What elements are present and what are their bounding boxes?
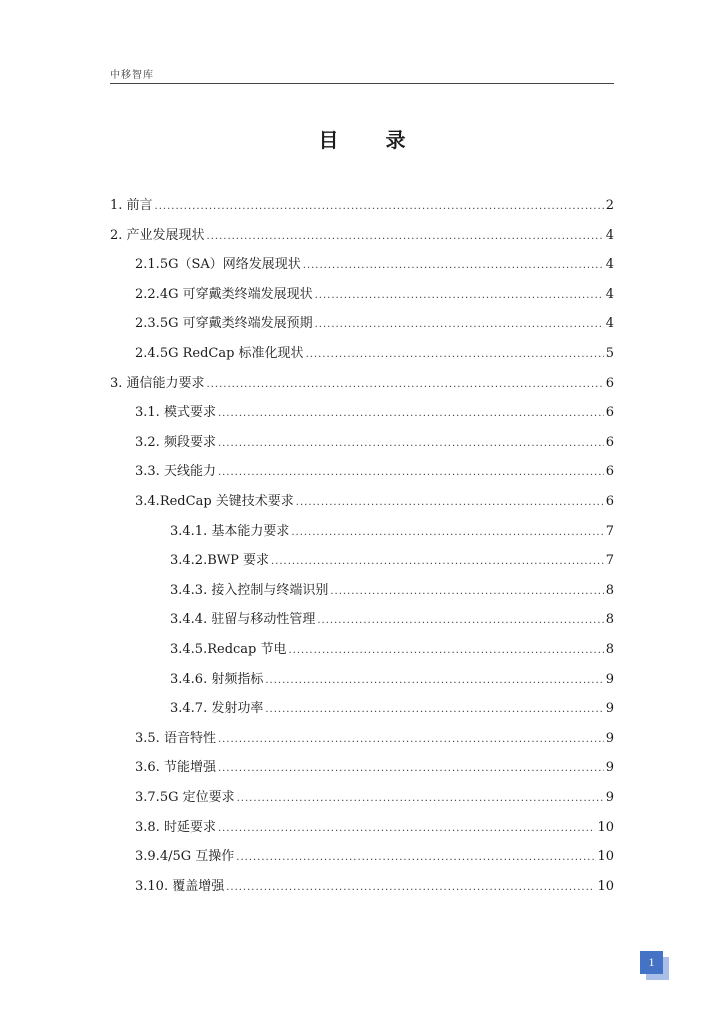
toc-entry-number: 3.4.4. bbox=[170, 612, 208, 627]
toc-entry[interactable] bbox=[170, 695, 614, 723]
toc-entry[interactable] bbox=[110, 370, 614, 398]
toc-leader-dots bbox=[296, 489, 604, 517]
toc-leader-dots bbox=[207, 223, 604, 251]
toc-entry-number: 3.10. bbox=[135, 879, 169, 894]
toc-leader-dots bbox=[218, 459, 604, 487]
toc-entry-number: 2.3. bbox=[135, 316, 160, 331]
toc-leader-dots bbox=[218, 726, 604, 754]
toc-entry-page: 7 bbox=[605, 524, 614, 539]
toc-entry[interactable] bbox=[135, 310, 614, 338]
toc-leader-dots bbox=[236, 844, 595, 872]
toc-entry[interactable] bbox=[170, 518, 614, 546]
toc-entry-number: 3.4.1. bbox=[170, 524, 208, 539]
toc-entry-page: 6 bbox=[605, 376, 614, 391]
toc-entry-label: 5G RedCap 标准化现状 bbox=[159, 346, 304, 361]
toc-leader-dots bbox=[315, 311, 604, 339]
toc-entry-label: 基本能力要求 bbox=[207, 524, 290, 539]
toc-entry-page: 4 bbox=[605, 287, 614, 302]
toc-entry-page: 4 bbox=[605, 257, 614, 272]
toc-entry-page: 9 bbox=[605, 672, 614, 687]
toc-entry-number: 3.2. bbox=[135, 435, 160, 450]
toc-entry-number: 3.4.5. bbox=[170, 642, 208, 657]
toc-entry-number: 3.4.7. bbox=[170, 701, 208, 716]
toc-entry-label: 模式要求 bbox=[159, 405, 216, 420]
toc-entry-label: 5G（SA）网络发展现状 bbox=[159, 257, 301, 272]
header-divider bbox=[110, 83, 614, 84]
toc-entry-number: 2.4. bbox=[135, 346, 160, 361]
toc-entry[interactable] bbox=[110, 192, 614, 220]
toc-entry-number: 3.4.6. bbox=[170, 672, 208, 687]
toc-leader-dots bbox=[315, 282, 604, 310]
toc-entry-label: 天线能力 bbox=[159, 464, 216, 479]
toc-entry-page: 8 bbox=[605, 642, 614, 657]
toc-entry-number: 3.7. bbox=[135, 790, 160, 805]
toc-leader-dots bbox=[271, 548, 604, 576]
toc-entry-label: RedCap 关键技术要求 bbox=[159, 494, 294, 509]
toc-entry[interactable] bbox=[135, 281, 614, 309]
toc-entry[interactable] bbox=[135, 873, 614, 901]
toc-leader-dots bbox=[330, 578, 603, 606]
toc-entry-label: 5G 可穿戴类终端发展预期 bbox=[159, 316, 313, 331]
toc-entry[interactable] bbox=[170, 666, 614, 694]
toc-leader-dots bbox=[289, 637, 604, 665]
toc-entry-number: 3.4.2. bbox=[170, 553, 208, 568]
toc-entry-number: 3.6. bbox=[135, 760, 160, 775]
toc-entry-label: Redcap 节电 bbox=[207, 642, 287, 657]
toc-entry-label: 时延要求 bbox=[159, 820, 216, 835]
toc-entry-number: 3.1. bbox=[135, 405, 160, 420]
toc-entry[interactable] bbox=[135, 754, 614, 782]
toc-title: 目 录 bbox=[318, 128, 426, 152]
toc-entry-label: 频段要求 bbox=[159, 435, 216, 450]
toc-entry-number: 3.3. bbox=[135, 464, 160, 479]
toc-entry-label: 节能增强 bbox=[159, 760, 216, 775]
toc-entry-label: 接入控制与终端识别 bbox=[207, 583, 329, 598]
toc-leader-dots bbox=[303, 252, 604, 280]
toc-entry-page: 4 bbox=[605, 228, 614, 243]
toc-entry-number: 2. bbox=[110, 228, 123, 243]
toc-entry-page: 4 bbox=[605, 316, 614, 331]
toc-entry[interactable] bbox=[170, 547, 614, 575]
toc-entry-page: 2 bbox=[605, 198, 614, 213]
toc-entry-label: 5G 定位要求 bbox=[159, 790, 235, 805]
toc-entry-label: 射频指标 bbox=[207, 672, 264, 687]
toc-leader-dots bbox=[306, 341, 604, 369]
toc-entry-page: 10 bbox=[597, 879, 614, 894]
toc-entry[interactable] bbox=[170, 636, 614, 664]
toc-entry-page: 6 bbox=[605, 435, 614, 450]
toc-entry[interactable] bbox=[135, 843, 614, 871]
toc-entry-page: 9 bbox=[605, 790, 614, 805]
toc-entry-label: 发射功率 bbox=[207, 701, 264, 716]
toc-entry-number: 2.1. bbox=[135, 257, 160, 272]
toc-leader-dots bbox=[317, 607, 603, 635]
toc-entry-label: 4/5G 互操作 bbox=[159, 849, 235, 864]
toc-entry-page: 10 bbox=[597, 820, 614, 835]
toc-leader-dots bbox=[226, 874, 595, 902]
toc-entry-page: 6 bbox=[605, 494, 614, 509]
toc-entry-page: 8 bbox=[605, 583, 614, 598]
toc-entry-number: 3.9. bbox=[135, 849, 160, 864]
toc-entry[interactable] bbox=[110, 222, 614, 250]
toc-entry[interactable] bbox=[135, 488, 614, 516]
toc-leader-dots bbox=[218, 400, 604, 428]
toc-entry[interactable] bbox=[135, 725, 614, 753]
toc-entry-page: 9 bbox=[605, 701, 614, 716]
toc-leader-dots bbox=[218, 815, 596, 843]
toc-entry-page: 6 bbox=[605, 464, 614, 479]
toc-entry-number: 1. bbox=[110, 198, 123, 213]
toc-entry[interactable] bbox=[135, 814, 614, 842]
toc-leader-dots bbox=[218, 755, 604, 783]
toc-leader-dots bbox=[155, 193, 604, 221]
toc-entry[interactable] bbox=[135, 399, 614, 427]
toc-entry-label: BWP 要求 bbox=[207, 553, 270, 568]
toc-entry-number: 3.4.3. bbox=[170, 583, 208, 598]
toc-leader-dots bbox=[265, 667, 603, 695]
toc-entry-page: 5 bbox=[605, 346, 614, 361]
toc-entry-page: 7 bbox=[605, 553, 614, 568]
toc-entry-page: 9 bbox=[605, 760, 614, 775]
toc-entry-label: 语音特性 bbox=[159, 731, 216, 746]
toc-leader-dots bbox=[207, 371, 604, 399]
toc-entry-page: 10 bbox=[597, 849, 614, 864]
toc-entry-label: 驻留与移动性管理 bbox=[207, 612, 316, 627]
toc-entry-page: 8 bbox=[605, 612, 614, 627]
running-header: 中移智库 bbox=[110, 70, 154, 81]
toc-entry[interactable] bbox=[135, 251, 614, 279]
toc-entry-number: 3. bbox=[110, 376, 123, 391]
toc-leader-dots bbox=[237, 785, 604, 813]
toc-entry[interactable] bbox=[135, 340, 614, 368]
toc-entry-label: 前言 bbox=[122, 198, 153, 213]
toc-entry-page: 9 bbox=[605, 731, 614, 746]
toc-entry-label: 产业发展现状 bbox=[122, 228, 205, 243]
toc-entry-number: 3.4. bbox=[135, 494, 160, 509]
toc-leader-dots bbox=[291, 519, 603, 547]
page-number: 1 bbox=[640, 951, 663, 974]
toc-entry-label: 覆盖增强 bbox=[168, 879, 225, 894]
toc-entry[interactable] bbox=[135, 784, 614, 812]
toc-entry[interactable] bbox=[170, 577, 614, 605]
toc-entry-number: 2.2. bbox=[135, 287, 160, 302]
toc-entry[interactable] bbox=[170, 606, 614, 634]
toc-entry[interactable] bbox=[135, 458, 614, 486]
toc-entry[interactable] bbox=[135, 429, 614, 457]
toc-leader-dots bbox=[265, 696, 603, 724]
toc-entry-number: 3.5. bbox=[135, 731, 160, 746]
toc-entry-label: 通信能力要求 bbox=[122, 376, 205, 391]
toc-entry-page: 6 bbox=[605, 405, 614, 420]
toc-leader-dots bbox=[218, 430, 604, 458]
toc-entry-label: 4G 可穿戴类终端发展现状 bbox=[159, 287, 313, 302]
toc-entry-number: 3.8. bbox=[135, 820, 160, 835]
